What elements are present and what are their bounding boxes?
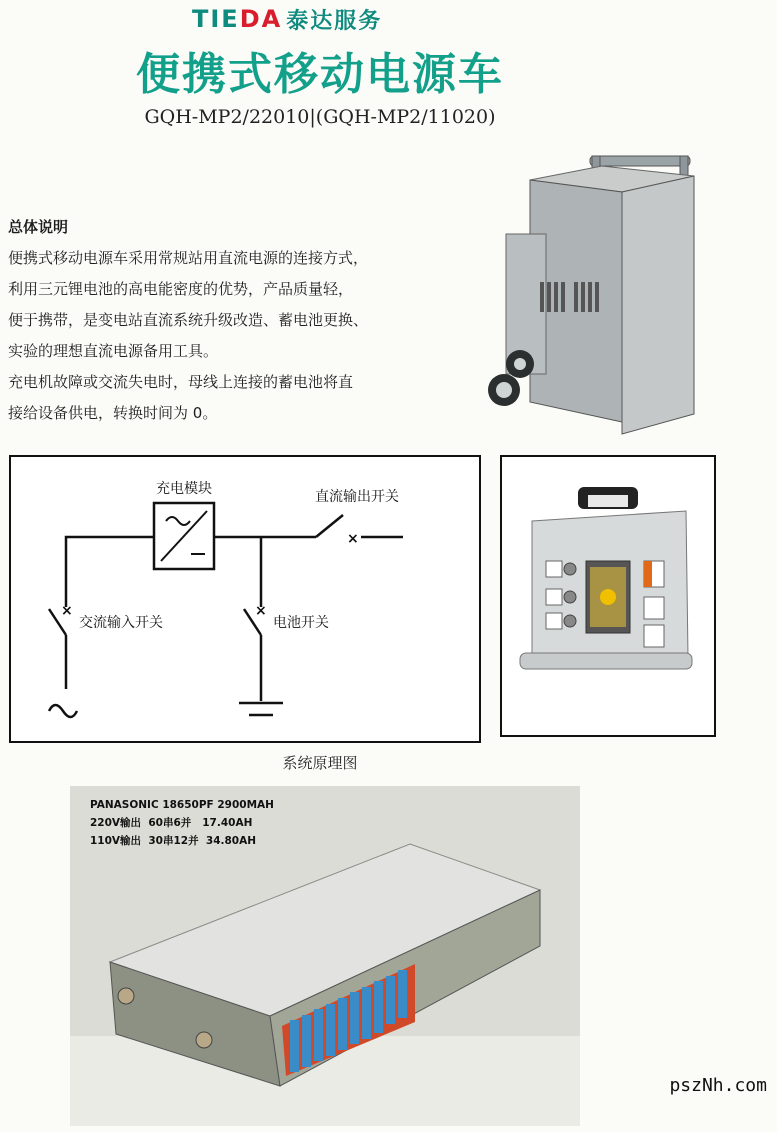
brand-logo-text: TIEDA xyxy=(192,5,283,33)
diagram-caption: 系统原理图 xyxy=(282,754,358,772)
description-heading: 总体说明 xyxy=(8,218,69,236)
ac-symbol-icon xyxy=(166,517,190,525)
svg-text:×: × xyxy=(347,531,359,547)
description-line: 便于携带，是变电站直流系统升级改造、蓄电池更换、 xyxy=(8,311,369,329)
watermark: pszNh.com xyxy=(669,1075,767,1096)
ac-switch-label: 交流输入开关 xyxy=(79,615,163,631)
description-line: 便携式移动电源车采用常规站用直流电源的连接方式， xyxy=(8,249,369,267)
battery-spec-line: 220V输出 60串6并 17.40AH xyxy=(90,817,253,829)
svg-text:×: × xyxy=(61,603,73,619)
description-section xyxy=(8,212,478,429)
description-line: 充电机故障或交流失电时，母线上连接的蓄电池将直 xyxy=(8,373,354,391)
battery-pack-photo xyxy=(70,786,580,1126)
brand-name: 泰达服务 xyxy=(286,8,383,34)
svg-text:×: × xyxy=(255,603,267,619)
brand-logo xyxy=(192,5,282,33)
control-panel-photo xyxy=(500,455,716,737)
power-cart-photo xyxy=(482,152,708,444)
battery-switch-label: 电池开关 xyxy=(273,615,329,631)
description-line: 接给设备供电，转换时间为 0。 xyxy=(8,404,218,422)
charger-module-label: 充电模块 xyxy=(156,481,212,497)
battery-spec-line: PANASONIC 18650PF 2900MAH xyxy=(90,799,274,811)
description-line: 利用三元锂电池的高电能密度的优势，产品质量轻， xyxy=(8,280,354,298)
ac-source-icon xyxy=(49,705,77,717)
page-title: 便携式移动电源车 xyxy=(136,49,504,100)
brand-header xyxy=(192,6,382,32)
model-number: GQH-MP2/22010|(GQH-MP2/11020) xyxy=(144,106,496,128)
battery-spec xyxy=(90,796,274,850)
description-line: 实验的理想直流电源备用工具。 xyxy=(8,342,219,360)
dc-switch-label: 直流输出开关 xyxy=(315,489,399,505)
battery-spec-line: 110V输出 30串12并 34.80AH xyxy=(90,835,257,847)
system-diagram xyxy=(9,455,481,743)
